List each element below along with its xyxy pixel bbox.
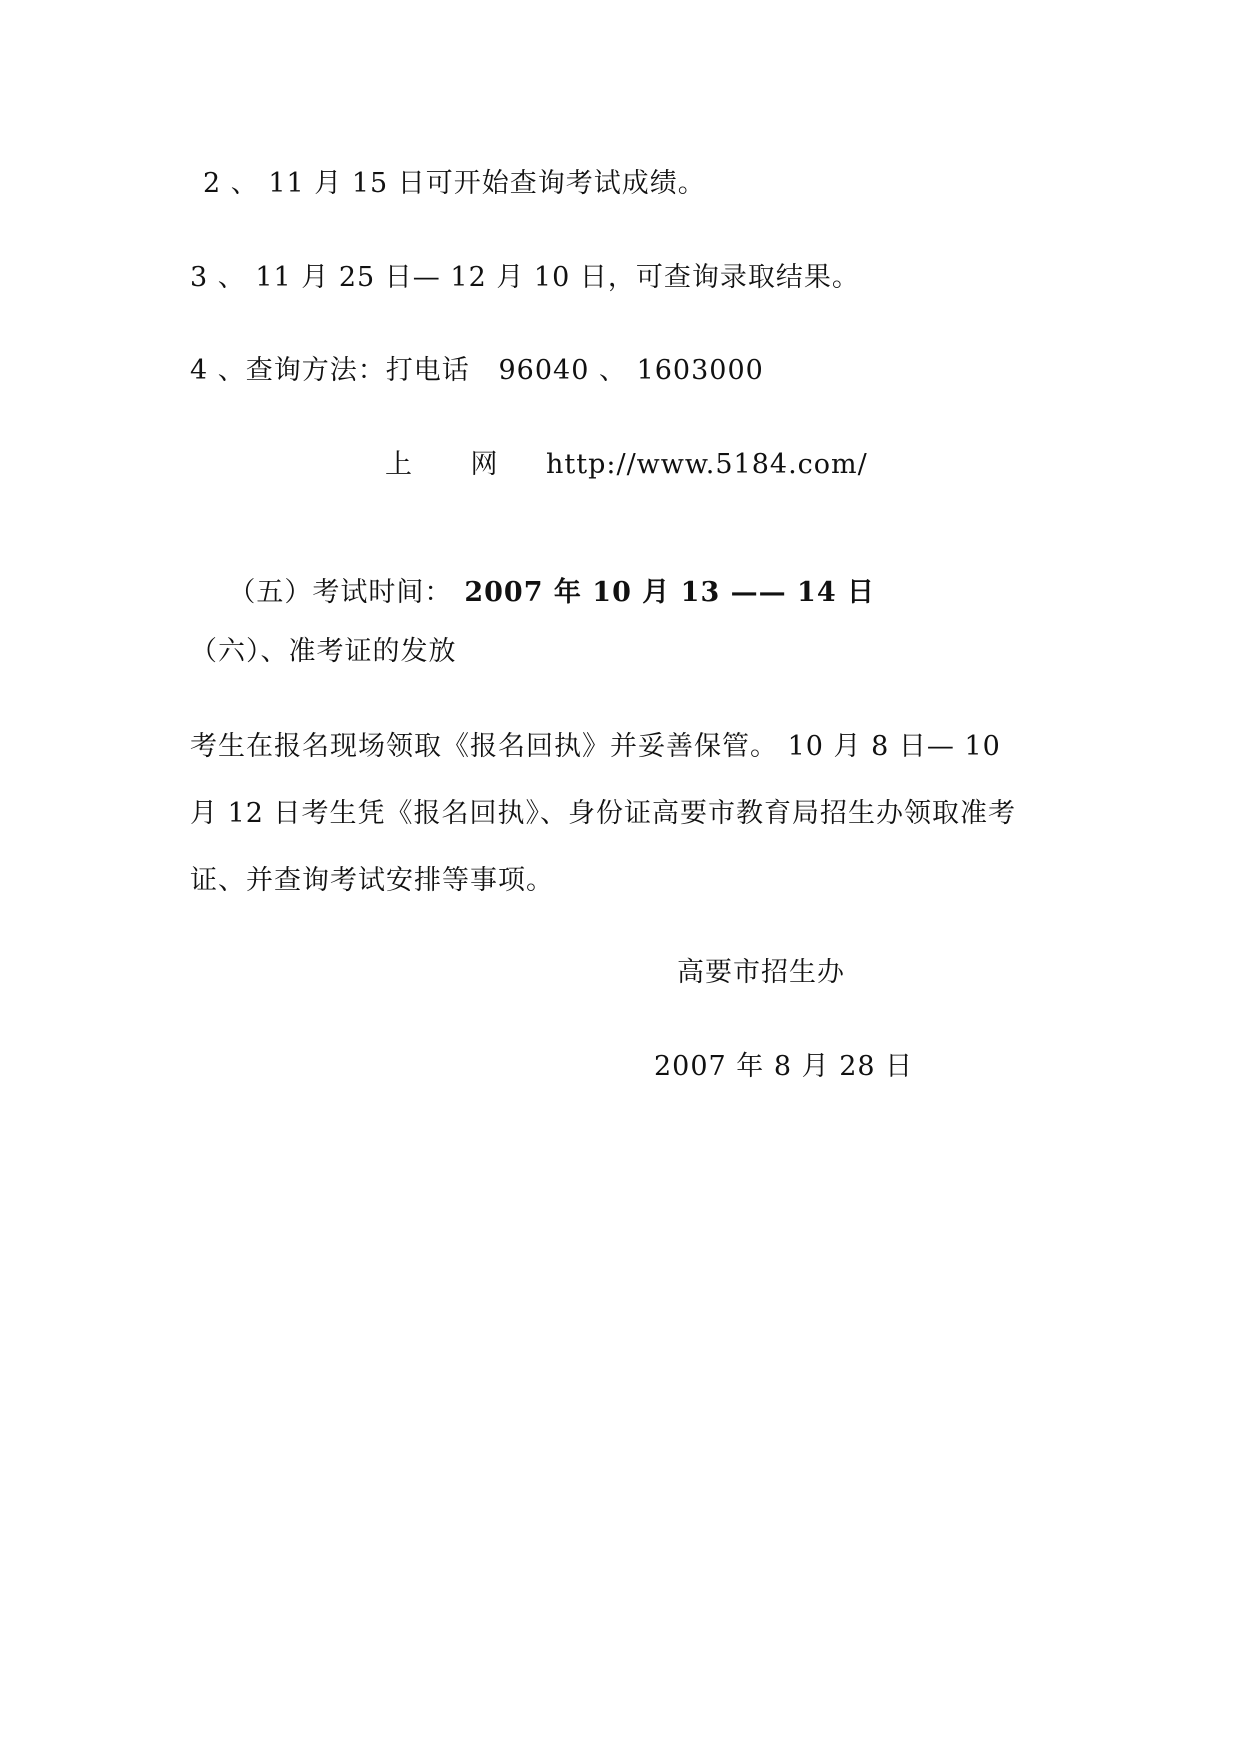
item-2-score-query: 2 、 11 月 15 日可开始查询考试成绩。: [203, 168, 706, 199]
item-4-query-methods: 4 、查询方法：打电话 96040 、 1603000: [190, 355, 764, 386]
signature-date: 2007 年 8 月 28 日: [654, 1051, 914, 1082]
section-5-date: 2007 年 10 月 13 —— 14 日: [464, 577, 876, 608]
section-6-heading: （六）、准考证的发放: [190, 636, 457, 667]
item-4-web-label: 上 网: [385, 449, 499, 480]
item-3-admission-query: 3 、 11 月 25 日— 12 月 10 日，可查询录取结果。: [190, 262, 860, 293]
section-6-body-line-3: 证、并查询考试安排等事项。: [190, 865, 554, 896]
section-5-exam-time: [190, 542, 875, 644]
section-6-body-line-2: 月 12 日考生凭《报名回执》、身份证高要市教育局招生办领取准考: [190, 798, 1017, 829]
section-6-body-line-1: 考生在报名现场领取《报名回执》并妥善保管。 10 月 8 日— 10: [190, 731, 1001, 762]
signature-office: 高要市招生办: [677, 957, 845, 988]
item-4-web-url: http://www.5184.com/: [546, 449, 868, 480]
section-5-label: （五）考试时间：: [228, 577, 453, 608]
